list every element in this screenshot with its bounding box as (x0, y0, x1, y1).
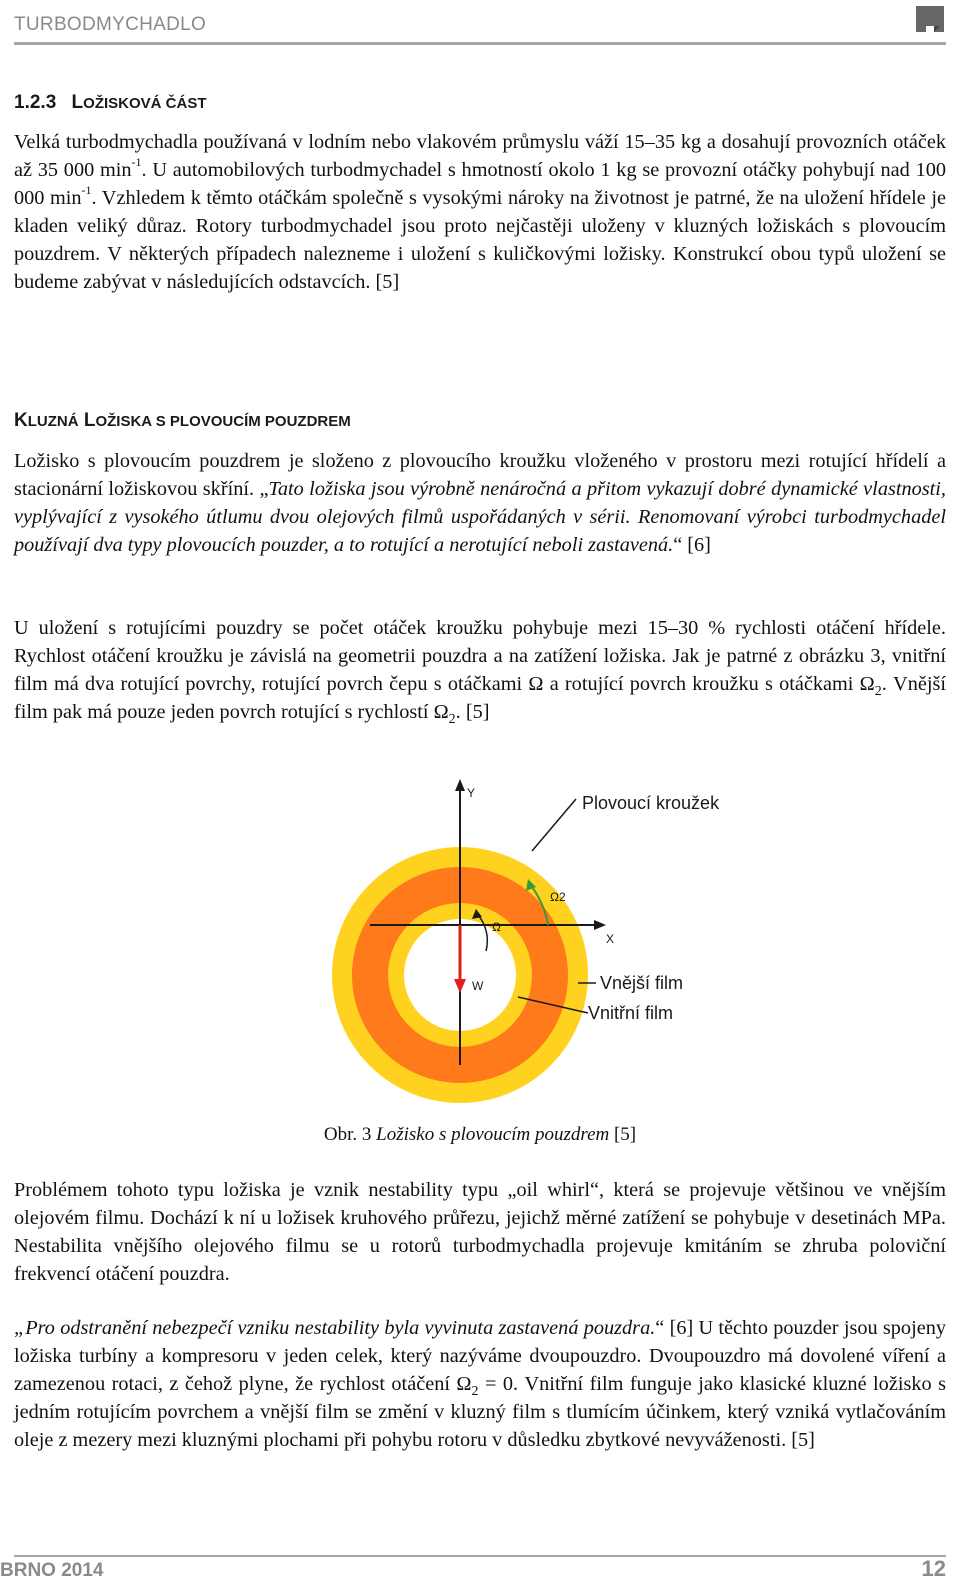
section-title-initial: L (71, 92, 84, 113)
text-run: = 0. Vnitřní film funguje jako klasické kluzné ložisko s jedním rotujícím povrchem a vnější film se změní v kluzný film s tlumícím účinkem, který vzniká vytlačováním oleje z mezery mezi kluznými plochami při pohybu rotoru v důsledku zbytkové nevyváženosti. [5] (14, 1373, 946, 1451)
paragraph-oil-whirl (14, 1176, 946, 1288)
page-number: 12 (921, 1556, 946, 1581)
caption-title: Ložisko s plovoucím pouzdrem (376, 1124, 610, 1145)
paragraph-stopped-bushing (14, 1314, 946, 1454)
callout-outer-film: Vnější film (600, 973, 684, 993)
ring-speed-label: Ω2 (550, 890, 566, 904)
running-header-title: TURBODMYCHADLO (14, 14, 207, 35)
subscript: 2 (874, 684, 882, 700)
footer-place-year: BRNO 2014 (0, 1560, 104, 1581)
paragraph-floating-bushing (14, 447, 946, 559)
subscript: 2 (471, 1384, 479, 1400)
paragraph-intro (14, 128, 946, 296)
paragraph-rotating-bushing (14, 614, 946, 726)
bearing-diagram (300, 775, 720, 1105)
callout-line-ring (532, 799, 576, 851)
x-axis-label: X (606, 932, 615, 946)
footer-divider (14, 1555, 946, 1557)
section-title-rest: OŽISKOVÁ ČÁST (83, 95, 207, 112)
text-run: Problémem tohoto typu ložiska je vznik nestability typu „oil whirl“, která se projevuje většinou ve vnějším olejovém filmu. Dochází k ní u ložisek kruhového průřezu, jejichž měrné zatížení se pohybuje v desetinách MPa. Nestabilita vnějšího olejového filmu se u rotorů turbodmychadla projevuje kmitáním se zhruba poloviční frekvencí otáčení pouzdra. (14, 1179, 946, 1285)
superscript: -1 (131, 155, 142, 170)
shaft-speed-label: Ω (492, 920, 501, 934)
dark-square-logo-icon (914, 4, 946, 34)
load-label: W (472, 979, 484, 993)
y-axis-arrowhead (455, 779, 465, 791)
subheading-rest: OŽISKA S PLOVOUCÍM POUZDREM (95, 413, 351, 430)
quoted-text: „Pro odstranění nebezpečí vzniku nestability byla vyvinuta zastavená pouzdra. (14, 1317, 656, 1339)
header-divider (14, 42, 946, 45)
section-heading (14, 92, 207, 114)
caption-prefix: Obr. 3 (323, 1124, 377, 1145)
superscript: -1 (81, 183, 92, 198)
figure-caption (0, 1124, 960, 1146)
text-run: “ [6] (673, 534, 711, 556)
callout-floating-ring: Plovoucí kroužek (582, 793, 720, 813)
text-run: U uložení s rotujícími pouzdry se počet otáček kroužku pohybuje mezi 15–30 % rychlosti otáčení hřídele. Rychlost otáčení kroužku je závislá na geometrii pouzdra a na zatížení ložiska. Jak je patrné z obrázku 3, vnitřní film má dva rotující povrchy, rotující povrch čepu s otáčkami Ω a rotující povrch kroužku s otáčkami Ω (14, 617, 946, 695)
callout-inner-film: Vnitřní film (588, 1003, 674, 1023)
text-run: “ [6] U těchto pouzder jsou spojeny ložiska turbíny a kompresoru v jeden celek, který nazýváme dvoupouzdro. Dvoupouzdro má dovolené víření a zamezenou rotaci, z čehož plyne, že rychlost otáčení Ω (14, 1317, 946, 1395)
text-run: Ložisko s plovoucím pouzdrem je složeno z plovoucího kroužku vloženého v prostoru mezi rotující hřídelí a stacionární ložiskovou skříní. „ (14, 450, 946, 500)
x-axis-arrowhead (594, 920, 606, 930)
subscript: 2 (448, 712, 456, 728)
caption-reference: [5] (609, 1124, 637, 1145)
text-run: . Vnější film pak má pouze jeden povrch rotující s rychlostí Ω (14, 673, 947, 723)
text-run: Velká turbodmychadla používaná v lodním nebo vlakovém průmyslu váží 15–35 kg a dosahují provozních otáček až 35 000 min (14, 131, 946, 181)
section-number: 1.2.3 (14, 92, 57, 113)
text-run: . U automobilových turbodmychadel s hmotností okolo 1 kg se provozní otáčky pohybují nad 100 000 min (14, 159, 947, 209)
quoted-text: Tato ložiska jsou výrobně nenáročná a přitom vykazují dobré dynamické vlastnosti, vyplývající z vysokého útlumu dvou olejových filmů uspořádaných v sérii. Renomovaní výrobci turbodmychadel používají dva typy plovoucích pouzder, a to rotující a nerotující neboli zastavená. (14, 478, 946, 556)
text-run: . [5] (455, 701, 490, 723)
subheading-initial: L (83, 410, 96, 431)
subheading-initial: K (14, 410, 28, 431)
text-run: . Vzhledem k těmto otáčkám společně s vysokými nároky na životnost je patrné, že na uložení hřídele je kladen veliký důraz. Rotory turbodmychadel jsou proto nejčastěji uloženy v kluzných ložiskách s plovoucím pouzdrem. V některých případech nalezneme i uložení s kuličkovými ložisky. Konstrukcí obou typů uložení se budeme zabývat v následujících odstavcích. [5] (14, 187, 947, 293)
subheading-rest: LUZNÁ (27, 413, 79, 430)
y-axis-label: Y (467, 786, 476, 800)
subsection-heading (14, 410, 351, 432)
